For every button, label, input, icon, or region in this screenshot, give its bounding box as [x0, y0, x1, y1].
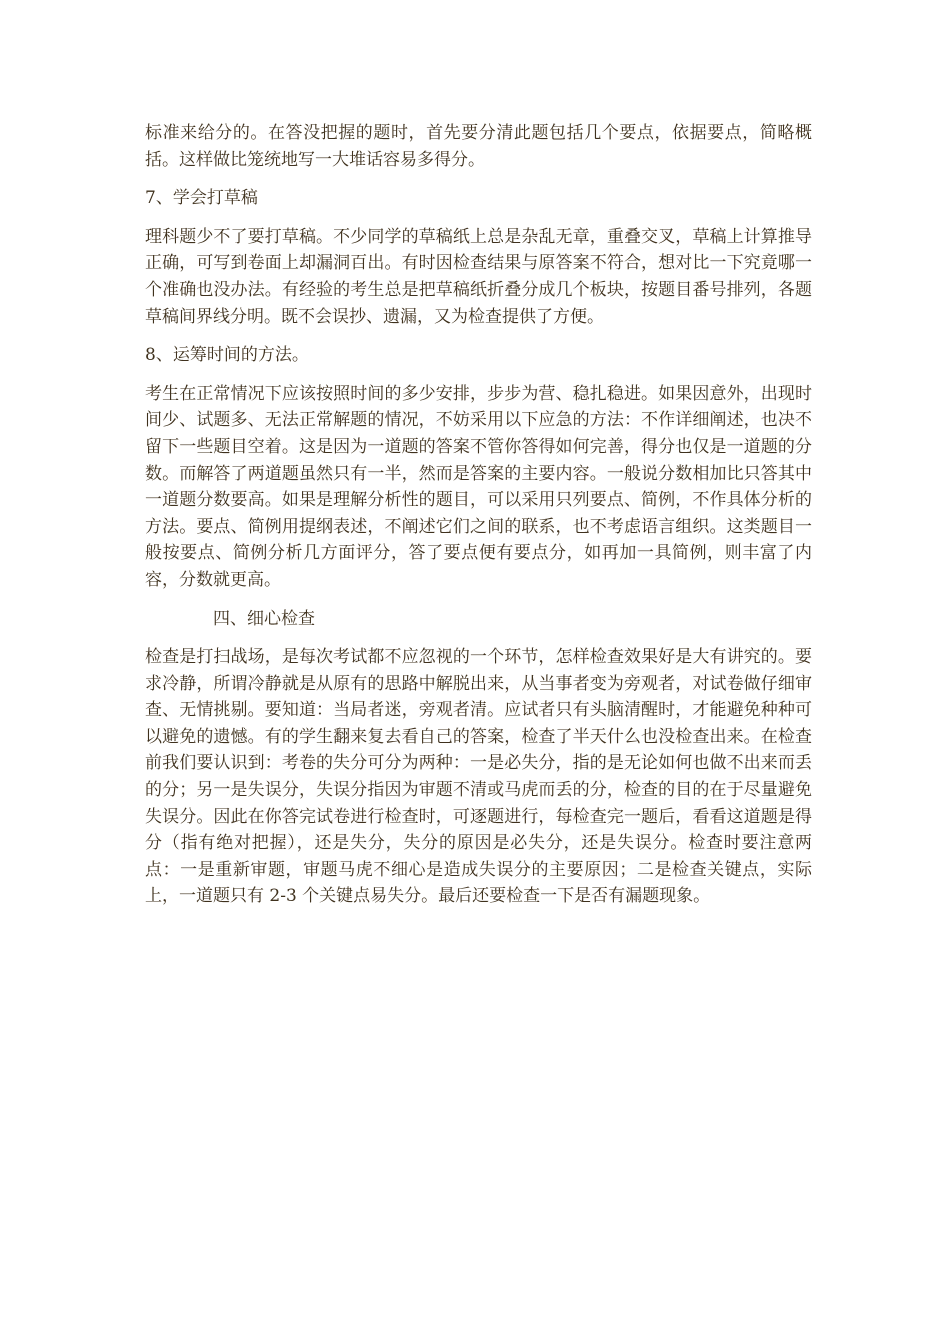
paragraph-2: 理科题少不了要打草稿。不少同学的草稿纸上总是杂乱无章，重叠交叉，草稿上计算推导正确，可写到卷面上却漏洞百出。有时因检查结果与原答案不符合，想对比一下究竟哪一个准确也没办法。有经验的考生总是把草稿纸折叠分成几个板块，按题目番号排列，各题草稿间界线分明。既不会误抄、遗漏，又为检查提供了方便。 [145, 226, 812, 327]
paragraph-4: 检查是打扫战场，是每次考试都不应忽视的一个环节，怎样检查效果好是大有讲究的。要求冷静，所谓冷静就是从原有的思路中解脱出来，从当事者变为旁观者，对试卷做仔细审查、无情挑剔。要知道：当局者迷，旁观者清。应试者只有头脑清醒时，才能避免种种可以避免的遗憾。有的学生翻来复去看自己的答案，检查了半天什么也没检查出来。在检查前我们要认识到：考卷的失分可分为两种：一是必失分，指的是无论如何也做不出来而丢的分；另一是失误分，失误分指因为审题不清或马虎而丢的分，检查的目的在于尽量避免失误分。因此在你答完试卷进行检查时，可逐题进行，每检查完一题后，看看这道题是得分（指有绝对把握），还是失分，失分的原因是必失分，还是失误分。检查时要注意两点：一是重新审题，审题马虎不细心是造成失误分的主要原因；二是检查关键点，实际上，一道题只有 2-3 个关键点易失分。最后还要检查一下是否有漏题现象。 [145, 647, 812, 907]
heading-7-drafting: 7、学会打草稿 [145, 188, 258, 209]
section-heading-careful-check: 四、细心检查 [213, 608, 315, 629]
heading-8-time-management: 8、运筹时间的方法。 [145, 345, 309, 366]
paragraph-3: 考生在正常情况下应该按照时间的多少安排，步步为营、稳扎稳进。如果因意外，出现时间少、试题多、无法正常解题的情况，不妨采用以下应急的方法：不作详细阐述，也决不留下一些题目空着。这是因为一道题的答案不管你答得如何完善，得分也仅是一道题的分数。而解答了两道题虽然只有一半，然而是答案的主要内容。一般说分数相加比只答其中一道题分数要高。如果是理解分析性的题目，可以采用只列要点、简例，不作具体分析的方法。要点、简例用提纲表述，不阐述它们之间的联系，也不考虑语言组织。这类题目一般按要点、简例分析几方面评分，答了要点便有要点分，如再加一具简例，则丰富了内容，分数就更高。 [145, 383, 812, 590]
paragraph-1: 标准来给分的。在答没把握的题时，首先要分清此题包括几个要点，依据要点，简略概括。这样做比笼统地写一大堆话容易多得分。 [145, 123, 812, 170]
document-body [145, 120, 812, 922]
